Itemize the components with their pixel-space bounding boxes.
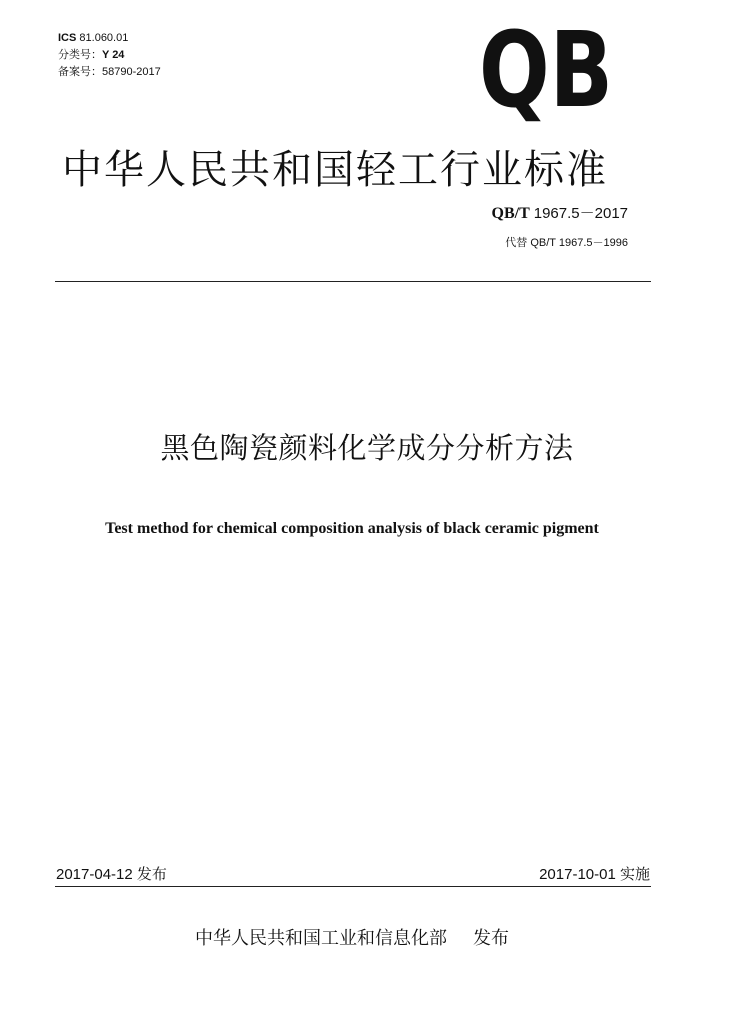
standard-version: 1967.5－2017 (533, 205, 628, 222)
replaces-standard (505, 234, 628, 250)
ics-line (58, 30, 161, 47)
standard-number (492, 202, 628, 223)
record-value: 58790-2017 (102, 66, 161, 78)
publisher (0, 924, 704, 950)
ics-value: 81.060.01 (79, 32, 129, 44)
chinese-title: 黑色陶瓷颜料化学成分分析方法 (160, 431, 574, 465)
record-label: 备案号： (58, 66, 102, 78)
english-title: Test method for chemical composition analysis of black ceramic pigment (105, 520, 599, 537)
replaces-value: QB/T 1967.5－1996 (530, 237, 628, 249)
qb-logo (476, 9, 616, 131)
replaces-label: 代替 (505, 237, 528, 249)
issue-date: 2017-04-12 发布 (56, 866, 167, 883)
footer-divider (55, 886, 651, 887)
qb-logo-text: QB (479, 9, 613, 131)
standard-code: QB/T (491, 205, 530, 222)
classification-label: 分类号： (58, 49, 102, 61)
classification-line (58, 47, 161, 64)
publisher-name: 中华人民共和国工业和信息化部 (195, 928, 447, 949)
industry-standard-title: 中华人民共和国轻工行业标准 (62, 147, 608, 193)
publisher-action: 发布 (473, 928, 509, 949)
record-line (58, 64, 161, 81)
implementation-date: 2017-10-01 实施 (539, 866, 650, 883)
classification-value: Y 24 (102, 49, 125, 61)
ics-label: ICS (58, 32, 77, 44)
header-divider (55, 281, 651, 282)
document-metadata (58, 30, 161, 81)
